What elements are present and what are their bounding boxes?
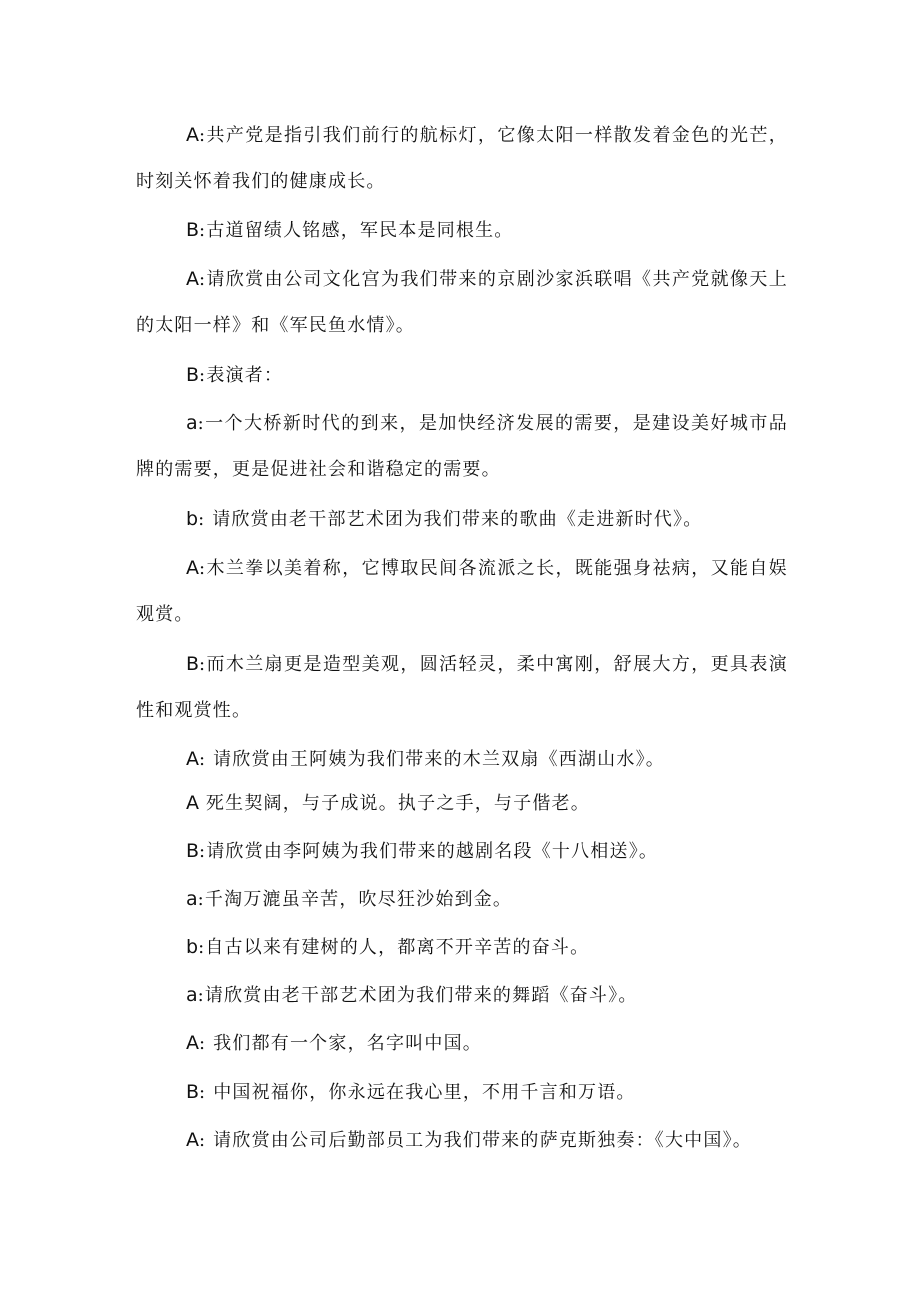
paragraph-17 — [136, 1117, 788, 1164]
paragraph-text: 共产党是指引我们前行的航标灯，它像太阳一样散发着金色的光芒，时刻关怀着我们的健康成长。 — [136, 125, 788, 192]
paragraph-4 — [136, 352, 788, 399]
paragraph-text: 请欣赏由公司后勤部员工为我们带来的萨克斯独奏：《大中国》。 — [206, 1130, 752, 1151]
paragraph-1 — [136, 112, 788, 205]
paragraph-13 — [136, 924, 788, 971]
speaker-separator: : — [199, 220, 207, 241]
speaker-label: a — [186, 984, 198, 1006]
paragraph-text: 请欣赏由老干部艺术团为我们带来的舞蹈《奋斗》。 — [204, 985, 638, 1006]
paragraph-text: 请欣赏由李阿姨为我们带来的越剧名段《十八相送》。 — [206, 841, 659, 862]
speaker-label: A — [186, 1032, 199, 1054]
speaker-label: B — [186, 840, 200, 862]
paragraph-9 — [136, 736, 788, 783]
paragraph-3 — [136, 256, 788, 349]
paragraph-6 — [136, 496, 788, 543]
speaker-separator: : — [197, 889, 205, 910]
paragraph-7 — [136, 545, 788, 638]
speaker-separator: : — [198, 509, 206, 530]
paragraph-10 — [136, 780, 788, 827]
speaker-label: B — [186, 653, 200, 675]
speaker-separator: : — [197, 985, 205, 1006]
speaker-label: A — [186, 268, 199, 290]
paragraph-15 — [136, 1020, 788, 1067]
speaker-separator: : — [199, 1033, 207, 1054]
speaker-separator: : — [199, 125, 207, 146]
paragraph-text: 我们都有一个家，名字叫中国。 — [206, 1033, 482, 1054]
paragraph-2 — [136, 207, 788, 254]
speaker-separator: : — [199, 558, 207, 579]
speaker-label: A — [186, 792, 199, 814]
paragraph-14 — [136, 972, 788, 1019]
paragraph-8 — [136, 641, 788, 734]
speaker-separator: : — [198, 937, 206, 958]
paragraph-text: 表演者： — [206, 365, 284, 386]
speaker-separator: : — [199, 749, 207, 770]
speaker-label: B — [186, 1081, 200, 1103]
speaker-separator: : — [197, 413, 205, 434]
speaker-label: a — [186, 888, 198, 910]
speaker-separator: : — [199, 365, 207, 386]
speaker-label: a — [186, 412, 198, 434]
speaker-separator — [199, 793, 206, 814]
paragraph-text: 一个大桥新时代的到来，是加快经济发展的需要，是建设美好城市品牌的需要，更是促进社会和谐稳定的需要。 — [136, 413, 788, 480]
paragraph-text: 请欣赏由王阿姨为我们带来的木兰双扇《西湖山水》。 — [206, 749, 665, 770]
speaker-separator: : — [199, 654, 207, 675]
speaker-label: A — [186, 124, 199, 146]
speaker-label: B — [186, 364, 200, 386]
speaker-separator: : — [199, 269, 207, 290]
paragraph-11 — [136, 828, 788, 875]
paragraph-12 — [136, 876, 788, 923]
paragraph-text: 古道留绩人铭感，军民本是同根生。 — [206, 220, 514, 241]
paragraph-text: 中国祝福你，你永远在我心里，不用千言和万语。 — [206, 1082, 636, 1103]
paragraph-text: 千淘万漉虽辛苦，吹尽狂沙始到金。 — [204, 889, 513, 910]
paragraph-text: 请欣赏由公司文化宫为我们带来的京剧沙家浜联唱《共产党就像天上的太阳一样》和《军民鱼水情》。 — [136, 269, 788, 336]
paragraph-text: 请欣赏由老干部艺术团为我们带来的歌曲《走进新时代》。 — [205, 509, 703, 530]
paragraph-5 — [136, 400, 788, 493]
speaker-label: b — [186, 936, 199, 958]
speaker-label: A — [186, 557, 199, 579]
speaker-separator: : — [199, 1082, 207, 1103]
paragraph-text: 而木兰扇更是造型美观，圆活轻灵，柔中寓刚，舒展大方，更具表演性和观赏性。 — [136, 654, 788, 721]
speaker-label: b — [186, 508, 199, 530]
paragraph-text: 死生契阔，与子成说。执子之手，与子偕老。 — [205, 793, 590, 814]
speaker-separator: : — [199, 841, 207, 862]
speaker-label: A — [186, 748, 199, 770]
paragraph-text: 自古以来有建树的人，都离不开辛苦的奋斗。 — [205, 937, 590, 958]
paragraph-text: 木兰拳以美着称，它博取民间各流派之长，既能强身祛病，又能自娱观赏。 — [136, 558, 788, 625]
speaker-label: A — [186, 1129, 199, 1151]
speaker-label: B — [186, 219, 200, 241]
paragraph-16 — [136, 1069, 788, 1116]
speaker-separator: : — [199, 1130, 207, 1151]
